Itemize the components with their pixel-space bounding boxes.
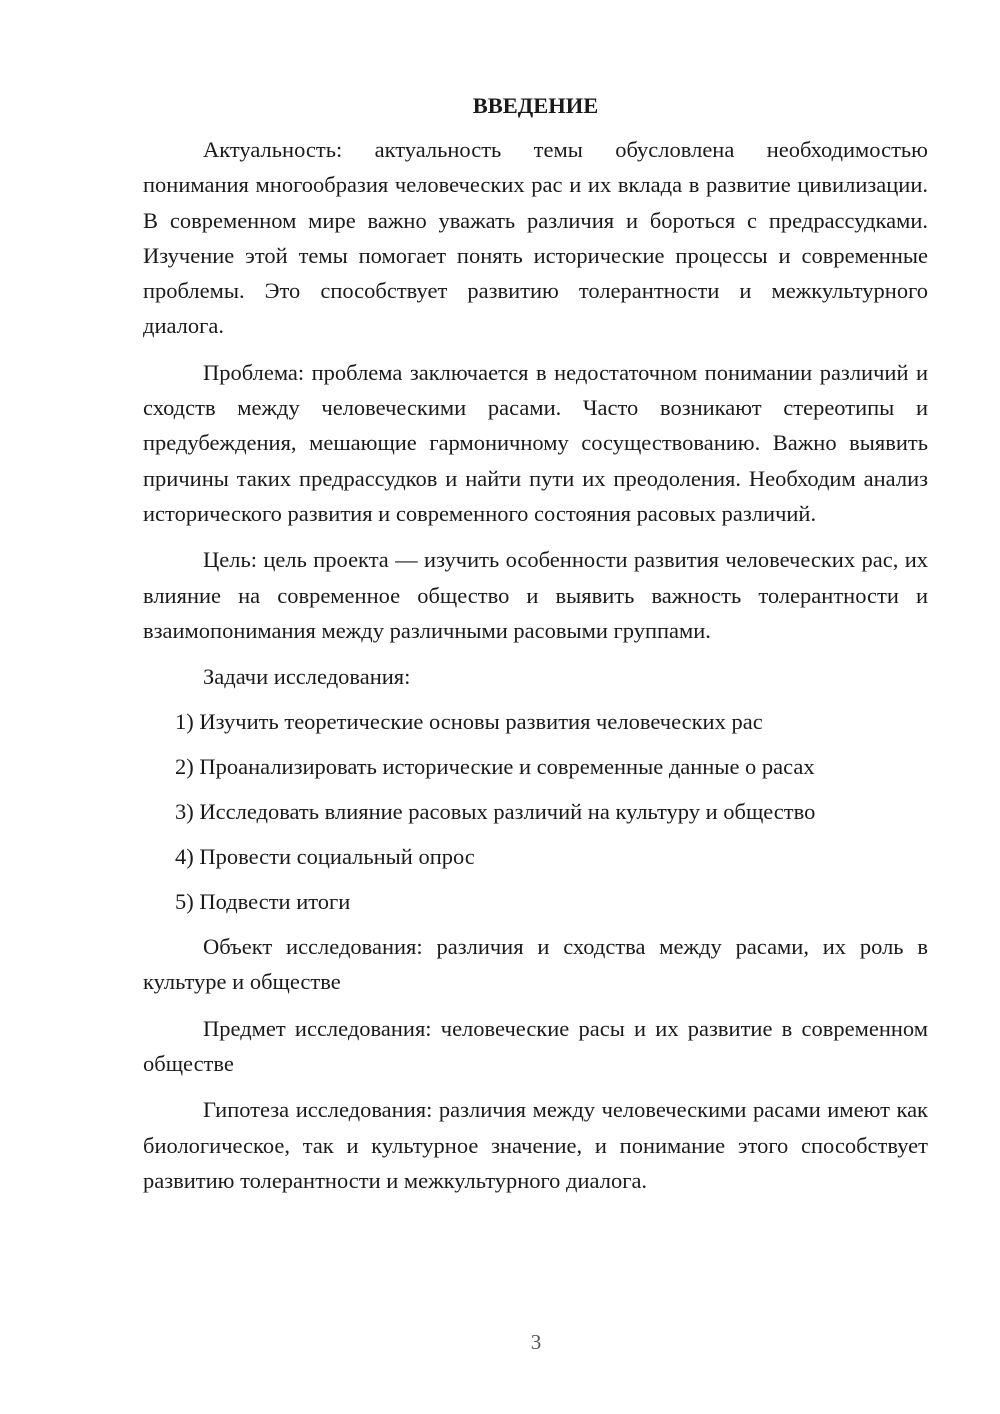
document-page xyxy=(143,88,928,1209)
relevance-paragraph: Актуальность: актуальность темы обусловлена необходимостью понимания многообразия человеческих рас и их вклада в развитие цивилизации. В современном мире важно уважать различия и бороться с предрассудками. Изучение этой темы помогает понять исторические процессы и современные проблемы. Это способствует развитию толерантности и межкультурного диалога. xyxy=(143,137,928,339)
task-item: 2) Проанализировать исторические и современные данные о расах xyxy=(175,754,815,780)
task-item: 3) Исследовать влияние расовых различий на культуру и общество xyxy=(175,799,816,825)
section-title: ВВЕДЕНИЕ xyxy=(472,93,599,118)
problem-paragraph: Проблема: проблема заключается в недостаточном понимании различий и сходств между человеческими расами. Часто возникают стереотипы и предубеждения, мешающие гармоничному сосуществованию. Важно выявить причины таких предрассудков и найти пути их преодоления. Необходим анализ исторического развития и современного состояния расовых различий. xyxy=(143,359,928,526)
task-item: 1) Изучить теоретические основы развития человеческих рас xyxy=(175,709,763,735)
task-item: 4) Провести социальный опрос xyxy=(175,844,475,870)
page-number: 3 xyxy=(530,1330,542,1354)
hypothesis-paragraph: Гипотеза исследования: различия между человеческими расами имеют как биологическое, так и культурное значение, и понимание этого способствует развитию толерантности и межкультурного диалога. xyxy=(143,1097,928,1193)
tasks-heading: Задачи исследования: xyxy=(203,664,411,690)
task-item: 5) Подвести итоги xyxy=(175,889,351,915)
goal-paragraph: Цель: цель проекта — изучить особенности развития человеческих рас, их влияние на современное общество и выявить важность толерантности и взаимопонимания между различными расовыми группами. xyxy=(143,547,928,643)
object-paragraph: Объект исследования: различия и сходства между расами, их роль в культуре и обществе xyxy=(143,934,928,995)
subject-paragraph: Предмет исследования: человеческие расы и их развитие в современном обществе xyxy=(143,1015,928,1077)
